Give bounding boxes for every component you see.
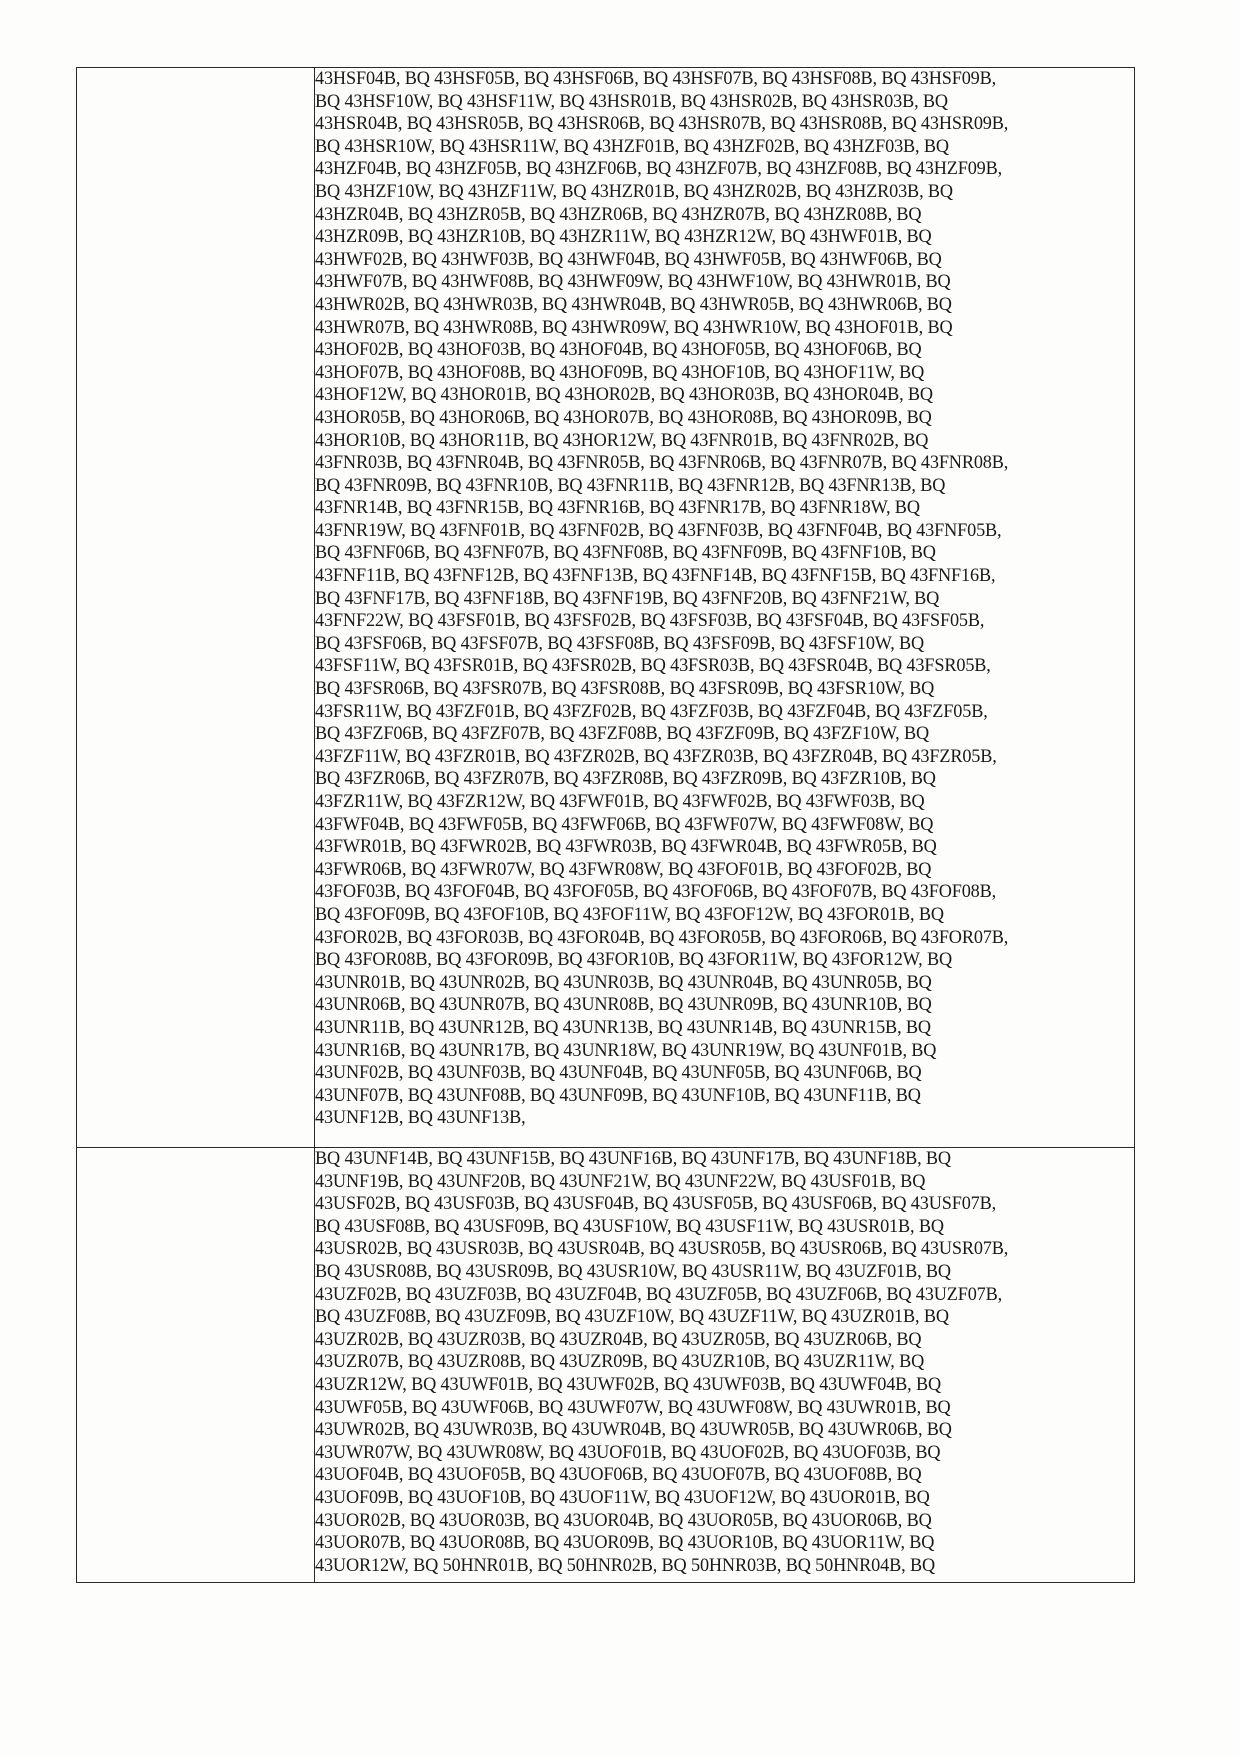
text-line: 43HOR05B, BQ 43HOR06B, BQ 43HOR07B, BQ 43HOR08B, BQ 43HOR09B, BQ xyxy=(315,406,932,428)
text-line: 43HWR07B, BQ 43HWR08B, BQ 43HWR09W, BQ 43HWR10W, BQ 43HOF01B, BQ xyxy=(315,316,953,338)
text-line: 43HZF04B, BQ 43HZF05B, BQ 43HZF06B, BQ 43HZF07B, BQ 43HZF08B, BQ 43HZF09B, xyxy=(315,158,1003,180)
text-line: 43UOR02B, BQ 43UOR03B, BQ 43UOR04B, BQ 43UOR05B, BQ 43UOR06B, BQ xyxy=(315,1509,932,1531)
text-line: 43UNF19B, BQ 43UNF20B, BQ 43UNF21W, BQ 43UNF22W, BQ 43USF01B, BQ xyxy=(315,1170,926,1192)
text-line: 43HWF02B, BQ 43HWF03B, BQ 43HWF04B, BQ 43HWF05B, BQ 43HWF06B, BQ xyxy=(315,248,942,270)
text-line: 43FSR11W, BQ 43FZF01B, BQ 43FZF02B, BQ 43FZF03B, BQ 43FZF04B, BQ 43FZF05B, xyxy=(315,700,988,722)
text-line: BQ 43FNF06B, BQ 43FNF07B, BQ 43FNF08B, BQ 43FNF09B, BQ 43FNF10B, BQ xyxy=(315,542,936,564)
text-line: 43UOR07B, BQ 43UOR08B, BQ 43UOR09B, BQ 43UOR10B, BQ 43UOR11W, BQ xyxy=(315,1532,935,1554)
text-line: 43HOF12W, BQ 43HOR01B, BQ 43HOR02B, BQ 43HOR03B, BQ 43HOR04B, BQ xyxy=(315,384,933,406)
text-line: 43UNR01B, BQ 43UNR02B, BQ 43UNR03B, BQ 43UNR04B, BQ 43UNR05B, BQ xyxy=(315,971,932,993)
table-cell-left xyxy=(77,68,315,1148)
text-line: 43UZR12W, BQ 43UWF01B, BQ 43UWF02B, BQ 43UWF03B, BQ 43UWF04B, BQ xyxy=(315,1373,942,1395)
text-line: 43HSR04B, BQ 43HSR05B, BQ 43HSR06B, BQ 43HSR07B, BQ 43HSR08B, BQ 43HSR09B, xyxy=(315,113,1009,135)
text-line: BQ 43FNF17B, BQ 43FNF18B, BQ 43FNF19B, BQ 43FNF20B, BQ 43FNF21W, BQ xyxy=(315,587,940,609)
model-list-table xyxy=(76,67,1135,1583)
text-line: BQ 43UZF08B, BQ 43UZF09B, BQ 43UZF10W, BQ 43UZF11W, BQ 43UZR01B, BQ xyxy=(315,1306,949,1328)
text-line: BQ 43HSF10W, BQ 43HSF11W, BQ 43HSR01B, BQ 43HSR02B, BQ 43HSR03B, BQ xyxy=(315,90,948,112)
text-line: 43UOR12W, BQ 50HNR01B, BQ 50HNR02B, BQ 50HNR03B, BQ 50HNR04B, BQ xyxy=(315,1554,935,1576)
text-line: 43FZR11W, BQ 43FZR12W, BQ 43FWF01B, BQ 43FWF02B, BQ 43FWF03B, BQ xyxy=(315,791,925,812)
text-line: BQ 43USF08B, BQ 43USF09B, BQ 43USF10W, BQ 43USF11W, BQ 43USR01B, BQ xyxy=(315,1215,944,1237)
text-line: 43FZF11W, BQ 43FZR01B, BQ 43FZR02B, BQ 43FZR03B, BQ 43FZR04B, BQ 43FZR05B, xyxy=(315,745,997,767)
text-line: 43HZR04B, BQ 43HZR05B, BQ 43HZR06B, BQ 43HZR07B, BQ 43HZR08B, BQ xyxy=(315,203,922,225)
text-line: BQ 43FSR06B, BQ 43FSR07B, BQ 43FSR08B, BQ 43FSR09B, BQ 43FSR10W, BQ xyxy=(315,678,935,700)
text-line: 43HZR09B, BQ 43HZR10B, BQ 43HZR11W, BQ 43HZR12W, BQ 43HWF01B, BQ xyxy=(315,226,932,248)
text-line: BQ 43FOR08B, BQ 43FOR09B, BQ 43FOR10B, BQ 43FOR11W, BQ 43FOR12W, BQ xyxy=(315,949,952,971)
text-line: 43UOF04B, BQ 43UOF05B, BQ 43UOF06B, BQ 43UOF07B, BQ 43UOF08B, BQ xyxy=(315,1464,922,1486)
text-line: 43HOF07B, BQ 43HOF08B, BQ 43HOF09B, BQ 43HOF10B, BQ 43HOF11W, BQ xyxy=(315,361,925,383)
text-line: 43UNR11B, BQ 43UNR12B, BQ 43UNR13B, BQ 43UNR14B, BQ 43UNR15B, BQ xyxy=(315,1016,931,1038)
text-line: 43UNR06B, BQ 43UNR07B, BQ 43UNR08B, BQ 43UNR09B, BQ 43UNR10B, BQ xyxy=(315,994,932,1016)
text-line: 43FNR14B, BQ 43FNR15B, BQ 43FNR16B, BQ 43FNR17B, BQ 43FNR18W, BQ xyxy=(315,497,920,519)
text-line: 43HOR10B, BQ 43HOR11B, BQ 43HOR12W, BQ 43FNR01B, BQ 43FNR02B, BQ xyxy=(315,429,929,451)
table-cell-right xyxy=(315,68,1135,1148)
text-line: 43UNF07B, BQ 43UNF08B, BQ 43UNF09B, BQ 43UNF10B, BQ 43UNF11B, BQ xyxy=(315,1084,921,1106)
text-line: 43HWF07B, BQ 43HWF08B, BQ 43HWF09W, BQ 43HWF10W, BQ 43HWR01B, BQ xyxy=(315,271,951,293)
text-line: 43UNF12B, BQ 43UNF13B, xyxy=(315,1107,526,1129)
text-line: 43UZR07B, BQ 43UZR08B, BQ 43UZR09B, BQ 43UZR10B, BQ 43UZR11W, BQ xyxy=(315,1351,925,1373)
text-line: 43UWF05B, BQ 43UWF06B, BQ 43UWF07W, BQ 43UWF08W, BQ 43UWR01B, BQ xyxy=(315,1396,951,1418)
text-line: 43UZF02B, BQ 43UZF03B, BQ 43UZF04B, BQ 43UZF05B, BQ 43UZF06B, BQ 43UZF07B, xyxy=(315,1283,1003,1305)
text-line: 43FSF11W, BQ 43FSR01B, BQ 43FSR02B, BQ 43FSR03B, BQ 43FSR04B, BQ 43FSR05B, xyxy=(315,655,991,677)
text-line: 43UWR07W, BQ 43UWR08W, BQ 43UOF01B, BQ 43UOF02B, BQ 43UOF03B, BQ xyxy=(315,1441,941,1463)
text-line: 43UNF02B, BQ 43UNF03B, BQ 43UNF04B, BQ 43UNF05B, BQ 43UNF06B, BQ xyxy=(315,1062,922,1084)
text-line: 43FWR06B, BQ 43FWR07W, BQ 43FWR08W, BQ 43FOF01B, BQ 43FOF02B, BQ xyxy=(315,858,932,880)
text-line: 43FOR02B, BQ 43FOR03B, BQ 43FOR04B, BQ 43FOR05B, BQ 43FOR06B, BQ 43FOR07B, xyxy=(315,926,1009,948)
text-line: 43HWR02B, BQ 43HWR03B, BQ 43HWR04B, BQ 43HWR05B, BQ 43HWR06B, BQ xyxy=(315,293,952,315)
text-line: 43UNR16B, BQ 43UNR17B, BQ 43UNR18W, BQ 43UNR19W, BQ 43UNF01B, BQ xyxy=(315,1039,937,1061)
text-line: BQ 43HSR10W, BQ 43HSR11W, BQ 43HZF01B, BQ 43HZF02B, BQ 43HZF03B, BQ xyxy=(315,135,949,157)
text-line: 43HOF02B, BQ 43HOF03B, BQ 43HOF04B, BQ 43HOF05B, BQ 43HOF06B, BQ xyxy=(315,339,922,361)
text-line: BQ 43FSF06B, BQ 43FSF07B, BQ 43FSF08B, BQ 43FSF09B, BQ 43FSF10W, BQ xyxy=(315,632,925,654)
text-line: BQ 43USR08B, BQ 43USR09B, BQ 43USR10W, BQ 43USR11W, BQ 43UZF01B, BQ xyxy=(315,1260,951,1282)
text-line: 43FNR03B, BQ 43FNR04B, BQ 43FNR05B, BQ 43FNR06B, BQ 43FNR07B, BQ 43FNR08B, xyxy=(315,452,1009,474)
text-line: 43FWR01B, BQ 43FWR02B, BQ 43FWR03B, BQ 43FWR04B, BQ 43FWR05B, BQ xyxy=(315,836,937,858)
text-line: 43FOF03B, BQ 43FOF04B, BQ 43FOF05B, BQ 43FOF06B, BQ 43FOF07B, BQ 43FOF08B, xyxy=(315,881,997,903)
text-line: BQ 43FZF06B, BQ 43FZF07B, BQ 43FZF08B, BQ 43FZF09B, BQ 43FZF10W, BQ xyxy=(315,723,930,745)
text-line: 43UZR02B, BQ 43UZR03B, BQ 43UZR04B, BQ 43UZR05B, BQ 43UZR06B, BQ xyxy=(315,1328,922,1350)
text-line: 43UWR02B, BQ 43UWR03B, BQ 43UWR04B, BQ 43UWR05B, BQ 43UWR06B, BQ xyxy=(315,1419,952,1441)
text-line: BQ 43FNR09B, BQ 43FNR10B, BQ 43FNR11B, BQ 43FNR12B, BQ 43FNR13B, BQ xyxy=(315,474,946,496)
table-row xyxy=(77,1148,1135,1583)
text-line: 43FWF04B, BQ 43FWF05B, BQ 43FWF06B, BQ 43FWF07W, BQ 43FWF08W, BQ xyxy=(315,813,934,835)
text-line: 43USF02B, BQ 43USF03B, BQ 43USF04B, BQ 43USF05B, BQ 43USF06B, BQ 43USF07B, xyxy=(315,1193,997,1215)
text-line: 43FNR19W, BQ 43FNF01B, BQ 43FNF02B, BQ 43FNF03B, BQ 43FNF04B, BQ 43FNF05B, xyxy=(315,519,1002,541)
table-cell-left xyxy=(77,1148,315,1583)
table-cell-right xyxy=(315,1148,1135,1583)
text-line: 43FNF22W, BQ 43FSF01B, BQ 43FSF02B, BQ 43FSF03B, BQ 43FSF04B, BQ 43FSF05B, xyxy=(315,610,985,632)
text-line: 43HSF04B, BQ 43HSF05B, BQ 43HSF06B, BQ 43HSF07B, BQ 43HSF08B, BQ 43HSF09B, xyxy=(315,68,997,89)
table-row xyxy=(77,68,1135,1148)
model-code-text xyxy=(315,1148,1134,1577)
text-line: 43USR02B, BQ 43USR03B, BQ 43USR04B, BQ 43USR05B, BQ 43USR06B, BQ 43USR07B, xyxy=(315,1238,1009,1260)
text-line: BQ 43FZR06B, BQ 43FZR07B, BQ 43FZR08B, BQ 43FZR09B, BQ 43FZR10B, BQ xyxy=(315,768,936,790)
text-line: 43UOF09B, BQ 43UOF10B, BQ 43UOF11W, BQ 43UOF12W, BQ 43UOR01B, BQ xyxy=(315,1486,930,1508)
text-line: BQ 43FOF09B, BQ 43FOF10B, BQ 43FOF11W, BQ 43FOF12W, BQ 43FOR01B, BQ xyxy=(315,903,944,925)
text-line: 43FNF11B, BQ 43FNF12B, BQ 43FNF13B, BQ 43FNF14B, BQ 43FNF15B, BQ 43FNF16B, xyxy=(315,565,996,587)
model-code-text xyxy=(315,68,1134,1130)
text-line: BQ 43UNF14B, BQ 43UNF15B, BQ 43UNF16B, BQ 43UNF17B, BQ 43UNF18B, BQ xyxy=(315,1148,951,1169)
text-line: BQ 43HZF10W, BQ 43HZF11W, BQ 43HZR01B, BQ 43HZR02B, BQ 43HZR03B, BQ xyxy=(315,180,953,202)
